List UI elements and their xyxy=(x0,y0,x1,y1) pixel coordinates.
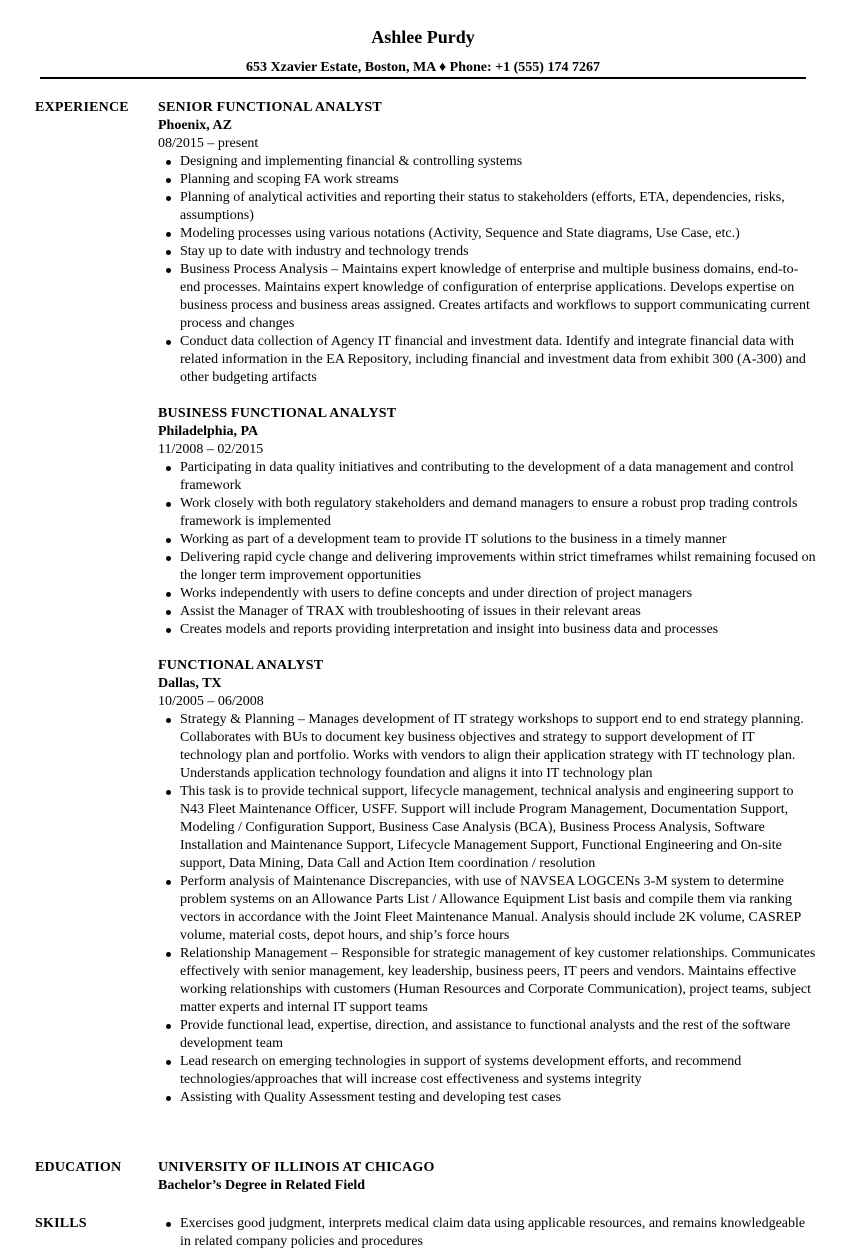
job-entry xyxy=(158,657,816,1107)
job-bullet-list xyxy=(158,459,816,639)
job-bullet: Lead research on emerging technologies in support of systems development efforts, and recommend technologies/approaches that will increase cost effectiveness and systems integrity xyxy=(180,1053,816,1089)
education-degree: Bachelor’s Degree in Related Field xyxy=(158,1178,366,1193)
job-bullet: Conduct data collection of Agency IT financial and investment data. Identify and integrate financial data with related information in the EA Repository, including financial and investment data from exhibit 300 (A-300) and other budgeting artifacts xyxy=(180,333,816,387)
job-bullet: Strategy & Planning – Manages development of IT strategy workshops to support end to end strategy planning. Collaborates with BUs to document key business objectives and strategy to support development of IT technology plan and portfolio. Works with vendors to align their application strategy with IT technology plan. Understands application technology foundation and aligns it into IT technology plan xyxy=(180,711,816,783)
job-bullet: Planning of analytical activities and reporting their status to stakeholders (efforts, ETA, dependencies, risks, assumptions) xyxy=(180,189,816,225)
job-dates: 08/2015 – present xyxy=(158,136,259,151)
job-bullet: Business Process Analysis – Maintains expert knowledge of enterprise and multiple business domains, end-to-end processes. Maintains expert knowledge of configuration of enterprise applications. Develops expertise on business process and business areas assigned. Creates artifacts and workflows to support communicating current process and changes xyxy=(180,261,816,333)
skill-item: Exercises good judgment, interprets medical claim data using applicable resources, and remains knowledgeable in related company policies and procedures xyxy=(180,1215,816,1251)
education-school: UNIVERSITY OF ILLINOIS AT CHICAGO xyxy=(158,1160,435,1175)
job-bullet-list xyxy=(158,153,816,387)
job-bullet: Participating in data quality initiatives and contributing to the development of a data management and control framework xyxy=(180,459,816,495)
job-bullet-list xyxy=(158,711,816,1107)
job-bullet: Assist the Manager of TRAX with troubleshooting of issues in their relevant areas xyxy=(180,603,816,621)
job-title: SENIOR FUNCTIONAL ANALYST xyxy=(158,100,382,115)
job-bullet: Relationship Management – Responsible for strategic management of key customer relationships. Communicates effectively with senior management, key leadership, business peers, IT peers and vendors. Maintains effective working relationships with customers (Human Resources and Corporate Communication), project teams, subject matter experts and internal IT support teams xyxy=(180,946,816,1015)
job-bullet: Assisting with Quality Assessment testing and developing test cases xyxy=(180,1089,816,1107)
skills-section xyxy=(158,1215,816,1251)
job-title: BUSINESS FUNCTIONAL ANALYST xyxy=(158,406,397,421)
experience-section xyxy=(158,99,816,1125)
job-dates: 10/2005 – 06/2008 xyxy=(158,694,264,709)
section-label-experience: EXPERIENCE xyxy=(35,100,129,115)
job-entry xyxy=(158,99,816,387)
job-bullet: Perform analysis of Maintenance Discrepancies, with use of NAVSEA LOGCENs 3-M system to determine problem systems on an Allowance Parts List / Allowance Equipment List basis and compile them via ranking vectors in accordance with the Joint Fleet Maintenance Manual. Analysis should include 2K volume, CASREP volume, material costs, depot hours, and ship’s force hours xyxy=(180,873,816,945)
job-bullet: Delivering rapid cycle change and delivering improvements within strict timeframes whilst remaining focused on the longer term improvement opportunities xyxy=(180,550,816,583)
header-divider xyxy=(40,77,806,79)
job-bullet: Designing and implementing financial & controlling systems xyxy=(180,153,816,171)
job-bullet: Modeling processes using various notations (Activity, Sequence and State diagrams, Use Case, etc.) xyxy=(180,225,816,243)
job-title: FUNCTIONAL ANALYST xyxy=(158,658,324,673)
job-dates: 11/2008 – 02/2015 xyxy=(158,442,264,457)
job-bullet: Creates models and reports providing interpretation and insight into business data and processes xyxy=(180,621,816,639)
skills-list xyxy=(158,1215,816,1251)
education-section xyxy=(158,1159,816,1195)
job-bullet: Stay up to date with industry and technology trends xyxy=(180,243,816,261)
candidate-name: Ashlee Purdy xyxy=(371,27,475,47)
job-bullet: Works independently with users to define concepts and under direction of project managers xyxy=(180,585,816,603)
job-bullet: Working as part of a development team to provide IT solutions to the business in a timely manner xyxy=(180,531,816,549)
job-bullet: Provide functional lead, expertise, direction, and assistance to functional analysts and the rest of the software development team xyxy=(180,1017,816,1053)
job-location: Dallas, TX xyxy=(158,676,222,691)
job-bullet: Planning and scoping FA work streams xyxy=(180,171,816,189)
contact-line: 653 Xzavier Estate, Boston, MA ♦ Phone: +1 (555) 174 7267 xyxy=(246,60,600,75)
section-label-skills: SKILLS xyxy=(35,1216,87,1231)
job-bullet: Work closely with both regulatory stakeholders and demand managers to ensure a robust prop trading controls framework is implemented xyxy=(180,495,816,531)
section-label-education: EDUCATION xyxy=(35,1160,122,1175)
job-location: Phoenix, AZ xyxy=(158,118,232,133)
job-location: Philadelphia, PA xyxy=(158,424,259,439)
job-entry xyxy=(158,405,816,639)
job-bullet: This task is to provide technical support, lifecycle management, technical analysis and engineering support to N43 Fleet Maintenance Officer, USFF. Support will include Program Management, Documentation Support, Modeling / Configuration Support, Business Case Analysis (BCA), Business Process Analysis, Software Installation and Maintenance Support, Lifecycle Management Support, Functional Engineering and On-site support, Data Mining, Data Call and Action Item coordination / resolution xyxy=(180,783,816,873)
